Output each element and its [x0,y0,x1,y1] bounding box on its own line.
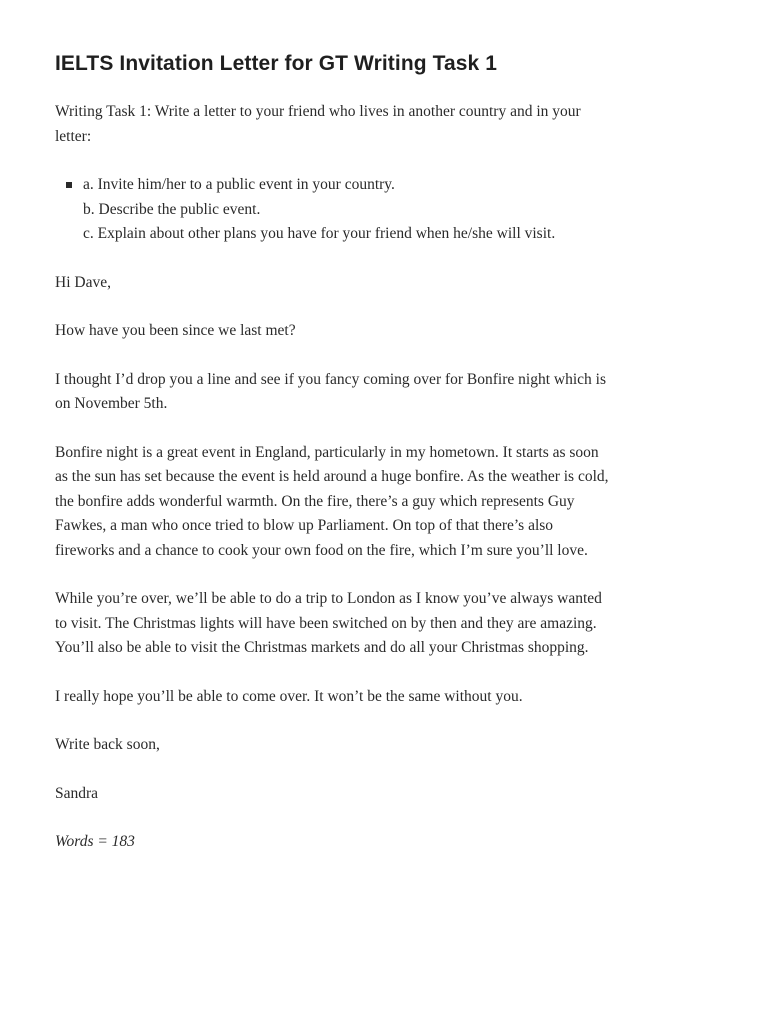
letter-signature: Sandra [55,784,99,802]
document-body [55,100,610,855]
letter-greeting: Hi Dave, [55,273,111,291]
letter-paragraph-4: While you’re over, we’ll be able to do a trip to London as I know you’ve always wanted to visit. The Christmas lights will have been switched on by then and they are amazing. You’ll also be able to visit the Christmas markets and do all your Christmas shopping. [55,590,602,656]
task-list [55,173,610,247]
task-prompt: Writing Task 1: Write a letter to your friend who lives in another country and in your letter: [55,103,581,145]
letter-paragraph-1: How have you been since we last met? [55,322,296,339]
list-bullet-icon [66,182,72,188]
task-item-b: b. Describe the public event. [83,200,261,218]
letter-paragraph-3: Bonfire night is a great event in England, particularly in my hometown. It starts as soon as the sun has set because the event is held around a huge bonfire. As the weather is cold, the bonfire adds wonderful warmth. On the fire, there’s a guy which represents Guy Fawkes, a man who once tried to blow up Parliament. On top of that there’s also fireworks and a chance to cook your own food on the fire, which I’m sure you’ll love. [55,443,609,559]
letter-paragraph-5: I really hope you’ll be able to come over. It won’t be the same without you. [55,687,523,705]
word-count: Words = 183 [55,833,135,850]
task-item-a: a. Invite him/her to a public event in your country. [83,176,395,193]
letter-paragraph-2: I thought I’d drop you a line and see if you fancy coming over for Bonfire night which is on November 5th. [55,370,606,412]
letter-closing: Write back soon, [55,736,160,753]
task-item-c: c. Explain about other plans you have for your friend when he/she will visit. [83,225,556,242]
page-title: IELTS Invitation Letter for GT Writing Task 1 [55,52,498,75]
